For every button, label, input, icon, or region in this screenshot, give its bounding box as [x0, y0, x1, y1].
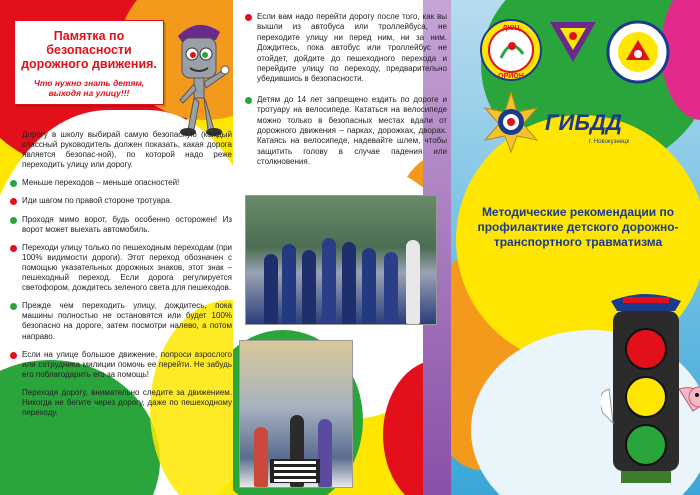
school-emblem: [606, 20, 670, 84]
list-item: [10, 243, 232, 293]
photo-figure: [302, 250, 316, 324]
list-item: [245, 12, 447, 85]
red-bullet-icon: [10, 352, 17, 359]
tip-text: Если на улице большое движение, попроси взрослого или сотрудника милиции помочь ее перейти. Не забудь его поблагодарить его за помощь!: [22, 349, 232, 379]
green-bullet-icon: [245, 97, 252, 104]
gibdd-badge: [481, 88, 651, 158]
left-panel: [0, 0, 233, 495]
list-item: [10, 350, 232, 380]
red-bullet-icon: [10, 132, 17, 139]
list-item: [10, 388, 232, 418]
tip-text: Переходя дорогу, внимательно следите за движением. Никогда не бегите через дорогу, даже по пешеходному переходу.: [22, 387, 232, 418]
photo-figure: [254, 427, 268, 487]
memo-box: [14, 20, 164, 105]
tip-text: Проходя мимо ворот, будь особенно осторожен! Из ворот может выехать автомобиль.: [22, 214, 232, 234]
list-item: [10, 301, 232, 341]
red-bullet-icon: [245, 14, 252, 21]
list-item: [10, 130, 232, 170]
tip-text: Если вам надо перейти дорогу после того, как вы вышли из автобуса или троллейбуса, не переходите улицу ни перед ним, ни за ним. Дождитесь, пока автобус или троллейбус не отойдет, дойдите до пешеходного перехода и перейдите улицу по переходу, предварительно убедившись в безопасности.: [257, 12, 447, 84]
brochure-title: Методические рекомендации по профилактике детского дорожно-транспортного травматизма: [477, 205, 679, 249]
green-bullet-icon: [10, 390, 17, 397]
green-bullet-icon: [10, 303, 17, 310]
green-bullet-icon: [10, 217, 17, 224]
right-panel: [451, 0, 700, 495]
photo-cadets-group: [245, 195, 437, 325]
middle-tips-list: [245, 12, 447, 178]
middle-panel: [233, 0, 451, 495]
orion-logo: [479, 18, 543, 82]
tip-text: Дорогу в школу выбирай самую безопасную (каждый классный руководитель должен показать, какая дорога является безопас-ной), по которой надо реже переходить улицу или дорогу.: [22, 130, 232, 170]
triangle-emblem: [546, 16, 600, 66]
gibdd-city: г. Новокузнецк: [589, 139, 630, 145]
traffic-light-robot-icon: [168, 18, 230, 138]
photo-figure: [282, 244, 296, 324]
list-item: [245, 95, 447, 168]
photo-figure: [322, 238, 336, 324]
orion-logo-bottom-text: ОРИОН: [498, 73, 524, 80]
list-item: [10, 196, 232, 206]
list-item: [10, 215, 232, 235]
left-tips-list: [10, 130, 232, 426]
memo-subtitle: Что нужно знать детям, выходя на улицу!!!: [33, 78, 145, 98]
photo-figure: [406, 240, 420, 324]
red-bullet-icon: [10, 245, 17, 252]
list-item: [10, 178, 232, 188]
gibdd-letters: ГИБДД: [545, 110, 622, 135]
photo-figure: [384, 252, 398, 324]
crosswalk-icon: [270, 459, 320, 483]
photo-figure: [318, 419, 332, 487]
orion-logo-top-text: ДЮЦ: [502, 25, 520, 32]
tip-text: Меньше переходов – меньше опасностей!: [22, 178, 180, 188]
photo-figure: [342, 242, 356, 324]
photo-figure: [362, 248, 376, 324]
photo-figure: [264, 254, 278, 324]
tip-text: Детям до 14 лет запрещено ездить по дороге и тротуару на велосипеде. Кататься на велосипеде можно только в безопасных местах вдали от дорожного движения – парках, дорожках, дворах. Катаясь на велосипеде, надевайте шлем, чтобы защитить голову в случае падения или столкновения.: [257, 94, 447, 167]
memo-title: Памятка по безопасности дорожного движения.: [21, 29, 157, 71]
tip-text: Иди шагом по правой стороне тротуара.: [22, 196, 173, 206]
red-bullet-icon: [10, 198, 17, 205]
traffic-light-mascot-icon: [601, 293, 700, 488]
green-bullet-icon: [10, 180, 17, 187]
tip-text: Прежде чем переходить улицу, дождитесь, пока машины полностью не остановятся или будет 100% безопасно на дороге, затем посмотри налево, а потом направо.: [22, 301, 232, 341]
tip-text: Переходи улицу только по пешеходным переходам (при 100% видимости дороги). Этот переход обозначен с помощью указательных дорожных знаков, этот знак – пешеходный переход. Если дорога регулируется светофором, дождитесь зеленого света для пешеходов.: [22, 242, 232, 293]
photo-classroom-crosswalk: [239, 340, 353, 488]
